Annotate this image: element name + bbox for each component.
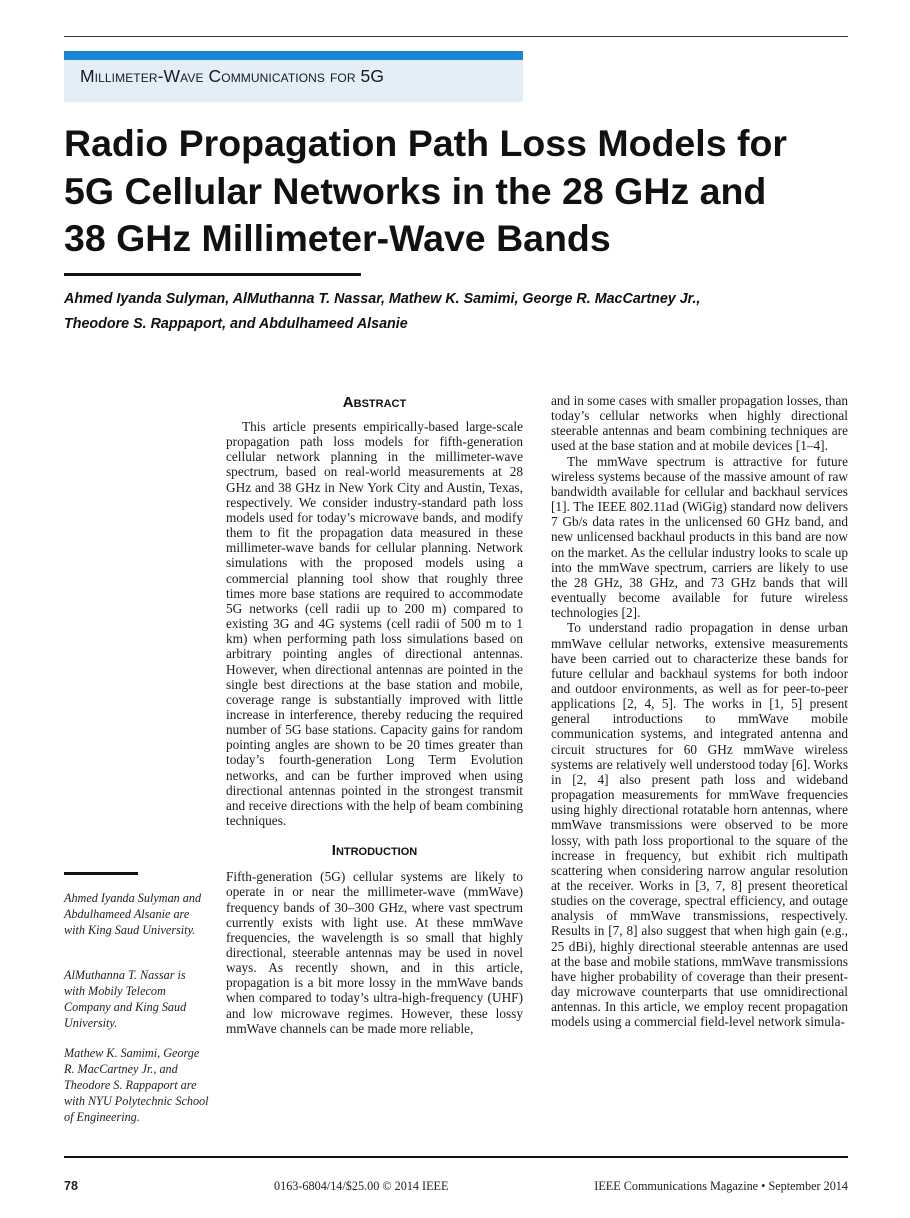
section-label: Millimeter-Wave Communications for 5G xyxy=(80,66,385,86)
journal-issue: IEEE Communications Magazine • September 2014 xyxy=(594,1179,848,1193)
introduction-paragraph: Fifth-generation (5G) cellular systems are likely to operate in or near the millimeter-wave (mmWave) frequency bands of 30–300 GHz, where vast spectrum currently exists with light use. At these mmWave frequencies, the wavelength is so small that highly directional, steerable antennas may be used in novel ways. As recently shown, and in this article, propagation is a bit more lossy in the mmWave bands when compared to today’s ultra-high-frequency (UHF) and low microwave regimes. However, these lossy mmWave channels can be made more reliable, xyxy=(226,869,523,1036)
introduction-heading: Introduction xyxy=(331,842,418,860)
title-line: 5G Cellular Networks in the 28 GHz and xyxy=(64,169,767,212)
abstract-heading: Abstract xyxy=(342,394,407,411)
left-text-column xyxy=(226,393,523,1036)
affiliation-rule xyxy=(64,872,138,875)
section-banner-bar xyxy=(64,51,523,60)
title-line: 38 GHz Millimeter-Wave Bands xyxy=(64,217,611,259)
author-line: Theodore S. Rappaport, and Abdulhameed Alsanie xyxy=(64,316,408,332)
page-number: 78 xyxy=(64,1179,78,1193)
section-banner xyxy=(64,51,523,102)
body-paragraph: The mmWave spectrum is attractive for future wireless systems because of the massive amount of raw bandwidth available for cellular and backhaul services [1]. The IEEE 802.11ad (WiGig) standard now delivers 7 Gb/s data rates in the unlicensed 60 GHz band, and new unlicensed backhaul products in this band are now on the market. As the cellular industry looks to scale up into the mmWave spectrum, carriers are likely to use the 28 GHz, 38 GHz, and 73 GHz bands that will eventually become available for future wireless technologies [2]. xyxy=(551,453,848,621)
author-line: Ahmed Iyanda Sulyman, AlMuthanna T. Nassar, Mathew K. Samimi, George R. MacCartney Jr., xyxy=(64,291,701,307)
affiliation-note: Ahmed Iyanda Sulyman and Abdulhameed Alsanie are with King Saud University. xyxy=(64,891,202,937)
issn-copyright: 0163-6804/14/$25.00 © 2014 IEEE xyxy=(274,1179,449,1193)
affiliation-note: AlMuthanna T. Nassar is with Mobily Telecom Company and King Saud University. xyxy=(64,968,187,1030)
footer-rule xyxy=(64,1156,848,1158)
body-paragraph: and in some cases with smaller propagation losses, than today’s cellular networks when highly directional steerable antennas and beam combining techniques are used at the base station and at mobile devices [1–4]. xyxy=(551,393,848,454)
title-rule xyxy=(64,273,361,276)
abstract-text: This article presents empirically-based large-scale propagation path loss models for fifth-generation cellular network planning in the millimeter-wave spectrum, based on real-world measurements at 28 GHz and 38 GHz in New York City and Austin, Texas, respectively. We consider industry-standard path loss models used for today’s microwave bands, and modify them to fit the propagation data measured in these millimeter-wave bands for cellular planning. Network simulations with the proposed models using a commercial planning tool show that roughly three times more base stations are required to accommodate 5G networks (cell radii up to 200 m) compared to existing 3G and 4G systems (cell radii of 500 m to 1 km) when performing path loss simulations based on arbitrary pointing angles of directional antennas. However, when directional antennas are pointed in the single best directions at the base station and mobile, coverage range is substantially improved with little increase in interference, thereby reducing the required number of 5G base stations. Capacity gains for random pointing angles are shown to be 20 times greater than today’s fourth-generation Long Term Evolution networks, and can be further improved when using directional antennas pointed in the strongest transmit and receive directions with the help of beam combining techniques. xyxy=(226,419,523,829)
title-line: Radio Propagation Path Loss Models for xyxy=(64,122,787,164)
article-title xyxy=(64,120,864,263)
right-text-column xyxy=(551,393,848,1030)
body-paragraph: To understand radio propagation in dense urban mmWave cellular networks, extensive measurements have been carried out to characterize these bands for future cellular and backhaul systems for both indoor and outdoor environments, as well as for peer-to-peer applications [2, 4, 5]. The works in [1, 5] present general introductions to mmWave mobile communication systems, and integrated antenna and circuit structures for 60 GHz mmWave wireless systems are relatively well understood today [6]. Works in [2, 4] also present path loss and wideband propagation measurements for mmWave frequencies using highly directional rotatable horn antennas, where mmWave transmissions were observed to be more lossy, with path loss proportional to the square of the increase in frequency, but exhibit rich multipath scattering when considering narrow angular resolution at the receiver. Works in [3, 7, 8] present theoretical studies on the coverage, spectral efficiency, and outage analysis of mmWave transmissions, respectively. Results in [7, 8] also suggest that when high gain (e.g., 25 dBi), highly directional steerable antennas are used at the base and mobile stations, mmWave transmissions have higher probability of coverage than their present-day microwave counterparts that use omnidirectional antennas. In this article, we employ recent propagation models using a commercial field-level network simula- xyxy=(551,620,848,1030)
top-rule xyxy=(64,36,848,37)
author-list xyxy=(64,287,864,337)
affiliation-note: Mathew K. Samimi, George R. MacCartney Jr., and Theodore S. Rappaport are with NYU Polytechnic School of Engineering. xyxy=(64,1046,209,1124)
